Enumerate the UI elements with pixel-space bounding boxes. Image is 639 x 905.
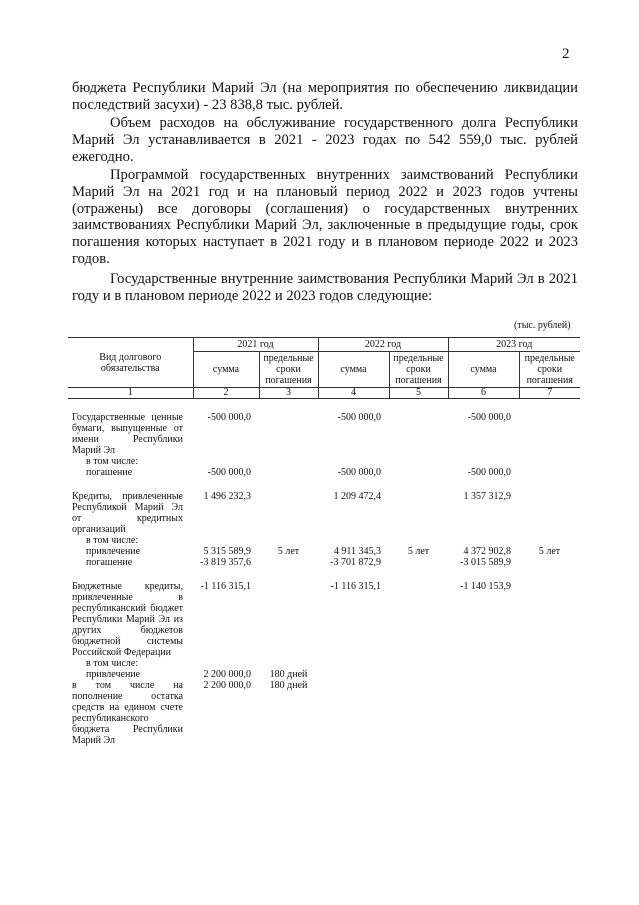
row-sum: -500 000,0 — [337, 467, 381, 478]
column-number: 7 — [519, 388, 580, 399]
header-term: предельные сроки погашения — [259, 352, 318, 388]
row-term — [389, 412, 448, 456]
row-term — [389, 581, 448, 658]
row-term — [259, 658, 318, 669]
row-term — [519, 491, 580, 535]
column-number: 3 — [259, 388, 318, 399]
row-label: Бюджетные кредиты, привлеченные в республиканский бюджет Республики Марий Эл из других бюджетов бюджетной системы Российской Федерации — [72, 581, 183, 658]
row-label: привлечение — [86, 669, 141, 680]
row-sum: -1 140 153,9 — [460, 581, 511, 592]
row-term — [519, 658, 580, 669]
column-number: 5 — [389, 388, 448, 399]
row-term: 180 дней — [269, 669, 308, 680]
row-sum: 1 209 472,4 — [333, 491, 381, 502]
row-term — [259, 581, 318, 658]
row-term — [389, 535, 448, 546]
row-term — [389, 658, 448, 669]
row-sum: -1 116 315,1 — [330, 581, 381, 592]
row-sum — [318, 658, 389, 669]
table-row — [68, 557, 580, 568]
row-term — [259, 535, 318, 546]
row-label: привлечение — [86, 546, 141, 557]
row-sum: 2 200 000,0 — [203, 680, 251, 691]
row-sum: -3 015 589,9 — [460, 557, 511, 568]
table-row — [68, 669, 580, 680]
row-sum: -500 000,0 — [207, 412, 251, 423]
paragraph-drought: бюджета Республики Марий Эл (на мероприятия по обеспечению ликвидации последствий засухи) - 23 838,8 тыс. рублей. — [72, 80, 578, 113]
header-year-2022: 2022 год — [318, 338, 448, 352]
row-term — [519, 467, 580, 478]
row-term — [389, 491, 448, 535]
row-sum — [318, 669, 389, 680]
row-term — [389, 669, 448, 680]
row-term — [259, 456, 318, 467]
row-term — [519, 581, 580, 658]
row-term — [389, 557, 448, 568]
table-row — [68, 658, 580, 669]
row-sum — [318, 456, 389, 467]
row-label: в том числе: — [86, 658, 139, 669]
column-number: 2 — [193, 388, 259, 399]
row-sum: -500 000,0 — [467, 467, 511, 478]
row-term — [519, 669, 580, 680]
row-term — [259, 412, 318, 456]
row-sum — [448, 669, 519, 680]
paragraph-borrowing-program: Программой государственных внутренних заимствований Республики Марий Эл на 2021 год и на плановый период 2022 и 2023 годов учтены (отражены) все договоры (соглашения) о государственных внутренних заимствованиях Республики Марий Эл, заключенные в предыдущие годы, срок погашения которых наступает в 2021 году и в плановом периоде 2022 и 2023 годов. — [72, 167, 578, 267]
row-sum — [448, 680, 519, 746]
row-sum: 4 372 902,8 — [463, 546, 511, 557]
table-row — [68, 680, 580, 746]
row-sum — [448, 535, 519, 546]
row-sum — [318, 535, 389, 546]
table-row — [68, 412, 580, 456]
row-sum — [193, 658, 259, 669]
header-sum: сумма — [318, 352, 389, 388]
row-sum — [193, 535, 259, 546]
row-sum: 4 911 345,3 — [333, 546, 381, 557]
table-row — [68, 467, 580, 478]
row-term: 5 лет — [407, 546, 430, 557]
paragraph-debt-service: Объем расходов на обслуживание государственного долга Республики Марий Эл устанавливается в 2021 - 2023 годах по 542 559,0 тыс. рублей ежегодно. — [72, 115, 578, 165]
row-term — [259, 557, 318, 568]
row-sum: 5 315 589,9 — [203, 546, 251, 557]
row-term — [519, 557, 580, 568]
page-number: 2 — [562, 46, 570, 62]
row-sum — [193, 456, 259, 467]
table-row — [68, 581, 580, 658]
table-body — [68, 399, 580, 747]
row-label: Государственные ценные бумаги, выпущенные от имени Республики Марий Эл — [72, 412, 183, 456]
column-number: 4 — [318, 388, 389, 399]
row-sum: 2 200 000,0 — [203, 669, 251, 680]
column-number: 6 — [448, 388, 519, 399]
row-label: погашение — [86, 467, 133, 478]
row-term — [389, 467, 448, 478]
header-sum: сумма — [448, 352, 519, 388]
row-sum — [448, 658, 519, 669]
row-term — [389, 680, 448, 746]
row-sum: -3 819 357,6 — [200, 557, 251, 568]
row-sum: -500 000,0 — [207, 467, 251, 478]
row-term: 5 лет — [538, 546, 561, 557]
column-number: 1 — [68, 388, 193, 399]
row-label: Кредиты, привлеченные Республикой Марий Эл от кредитных организаций — [72, 491, 183, 535]
header-sum: сумма — [193, 352, 259, 388]
paragraph-borrowings-intro: Государственные внутренние заимствования Республики Марий Эл в 2021 году и в плановом периоде 2022 и 2023 годов следующие: — [72, 271, 578, 304]
header-term: предельные сроки погашения — [389, 352, 448, 388]
row-sum: -1 116 315,1 — [200, 581, 251, 592]
row-sum: 1 496 232,3 — [203, 491, 251, 502]
table-unit-label: (тыс. рублей) — [514, 320, 571, 331]
row-term — [519, 535, 580, 546]
row-label: погашение — [86, 557, 133, 568]
header-debt-type: Вид долгового обязательства — [68, 338, 193, 388]
table-row — [68, 456, 580, 467]
row-label: в том числе: — [86, 456, 139, 467]
row-term: 180 дней — [269, 680, 308, 691]
header-year-2021: 2021 год — [193, 338, 318, 352]
borrowings-table — [68, 337, 580, 746]
row-sum — [318, 680, 389, 746]
row-sum: -3 701 872,9 — [330, 557, 381, 568]
row-sum — [448, 456, 519, 467]
row-sum: -500 000,0 — [337, 412, 381, 423]
row-term — [259, 467, 318, 478]
header-year-2023: 2023 год — [448, 338, 580, 352]
row-sum: 1 357 312,9 — [463, 491, 511, 502]
row-term — [259, 491, 318, 535]
row-term — [389, 456, 448, 467]
row-term — [519, 412, 580, 456]
row-term — [519, 680, 580, 746]
header-term: предельные сроки погашения — [519, 352, 580, 388]
table-row — [68, 491, 580, 535]
row-term: 5 лет — [277, 546, 300, 557]
row-label: в том числе на пополнение остатка средств на едином счете республиканского бюджета Республики Марий Эл — [72, 680, 183, 746]
row-sum: -500 000,0 — [467, 412, 511, 423]
row-label: в том числе: — [86, 535, 139, 546]
table-row — [68, 546, 580, 557]
table-row — [68, 535, 580, 546]
row-term — [519, 456, 580, 467]
